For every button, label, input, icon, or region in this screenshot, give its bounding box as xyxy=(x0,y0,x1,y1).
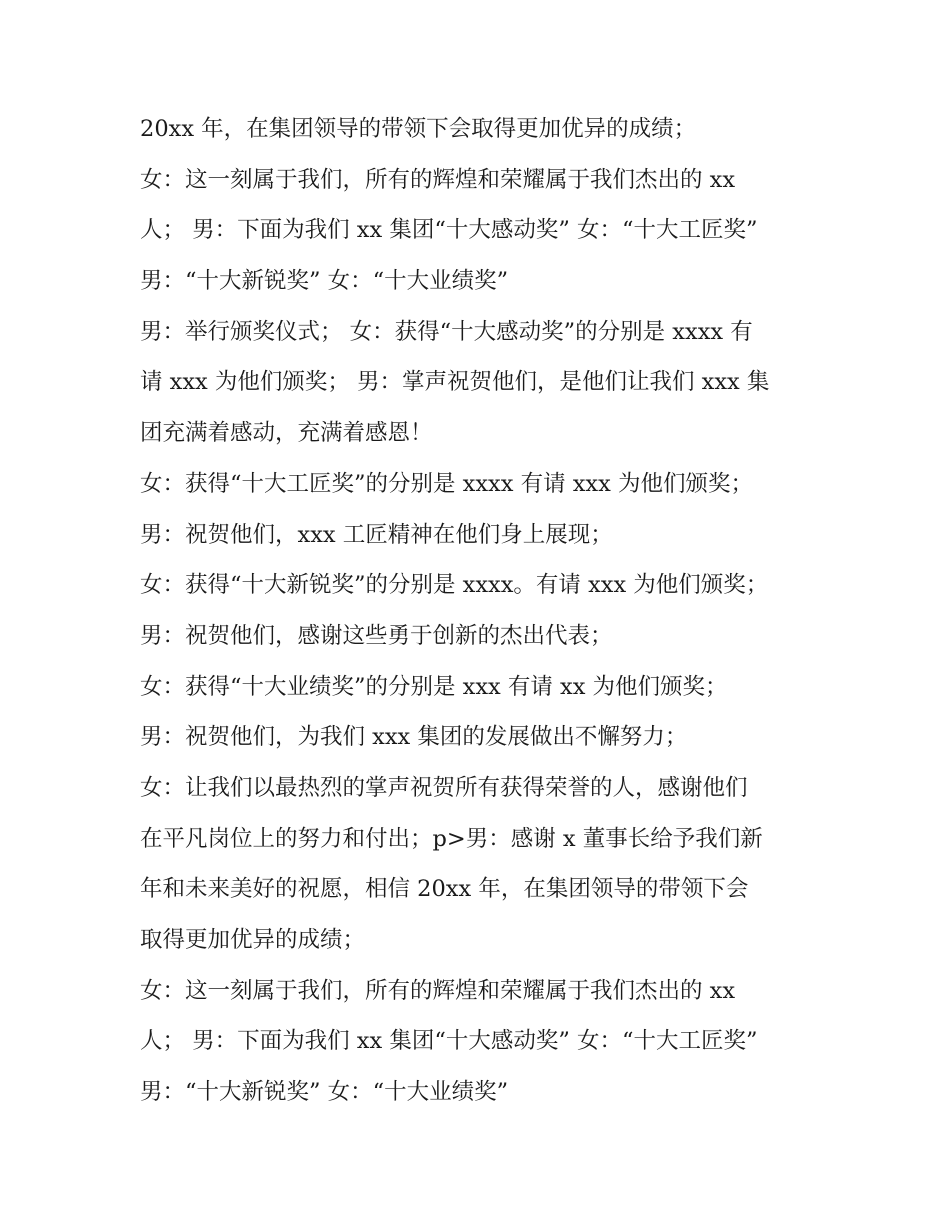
text-line: 女：获得“十大业绩奖”的分别是 xxx 有请 xx 为他们颁奖； xyxy=(140,673,728,700)
text-line: 男：祝贺他们，xxx 工匠精神在他们身上展现； xyxy=(140,521,613,548)
text-line: 取得更加优异的成绩； xyxy=(140,927,366,953)
text-line: 男：“十大新锐奖” 女：“十大业绩奖” xyxy=(140,1079,509,1106)
text-line: 团充满着感动，充满着感恩！ xyxy=(140,420,433,447)
text-line: 男：“十大新锐奖” 女：“十大业绩奖” xyxy=(140,268,509,295)
text-line: 在平凡岗位上的努力和付出；p>男：感谢 x 董事长给予我们新 xyxy=(140,825,763,852)
text-line: 女：获得“十大工匠奖”的分别是 xxxx 有请 xxx 为他们颁奖； xyxy=(140,470,753,497)
text-line: 女：这一刻属于我们，所有的辉煌和荣耀属于我们杰出的 xx xyxy=(140,977,736,1004)
text-line: 男：祝贺他们，感谢这些勇于创新的杰出代表； xyxy=(140,622,613,649)
text-line: 年和未来美好的祝愿，相信 20xx 年，在集团领导的带领下会 xyxy=(140,876,749,903)
text-line: 女：让我们以最热烈的掌声祝贺所有获得荣誉的人，感谢他们 xyxy=(140,774,748,801)
document-body xyxy=(140,104,830,1118)
text-line: 男：祝贺他们，为我们 xxx 集团的发展做出不懈努力； xyxy=(140,724,688,751)
text-line: 20xx 年，在集团领导的带领下会取得更加优异的成绩； xyxy=(140,116,697,142)
text-line: 男：举行颁奖仪式； 女：获得“十大感动奖”的分别是 xxxx 有 xyxy=(140,318,753,345)
text-line: 女：获得“十大新锐奖”的分别是 xxxx。有请 xxx 为他们颁奖； xyxy=(140,572,769,599)
text-line: 请 xxx 为他们颁奖； 男：掌声祝贺他们，是他们让我们 xxx 集 xyxy=(140,369,770,396)
text-line: 人； 男：下面为我们 xx 集团“十大感动奖” 女：“十大工匠奖” xyxy=(140,1028,758,1055)
text-line: 人； 男：下面为我们 xx 集团“十大感动奖” 女：“十大工匠奖” xyxy=(140,217,758,244)
text-line: 女：这一刻属于我们，所有的辉煌和荣耀属于我们杰出的 xx xyxy=(140,166,736,193)
